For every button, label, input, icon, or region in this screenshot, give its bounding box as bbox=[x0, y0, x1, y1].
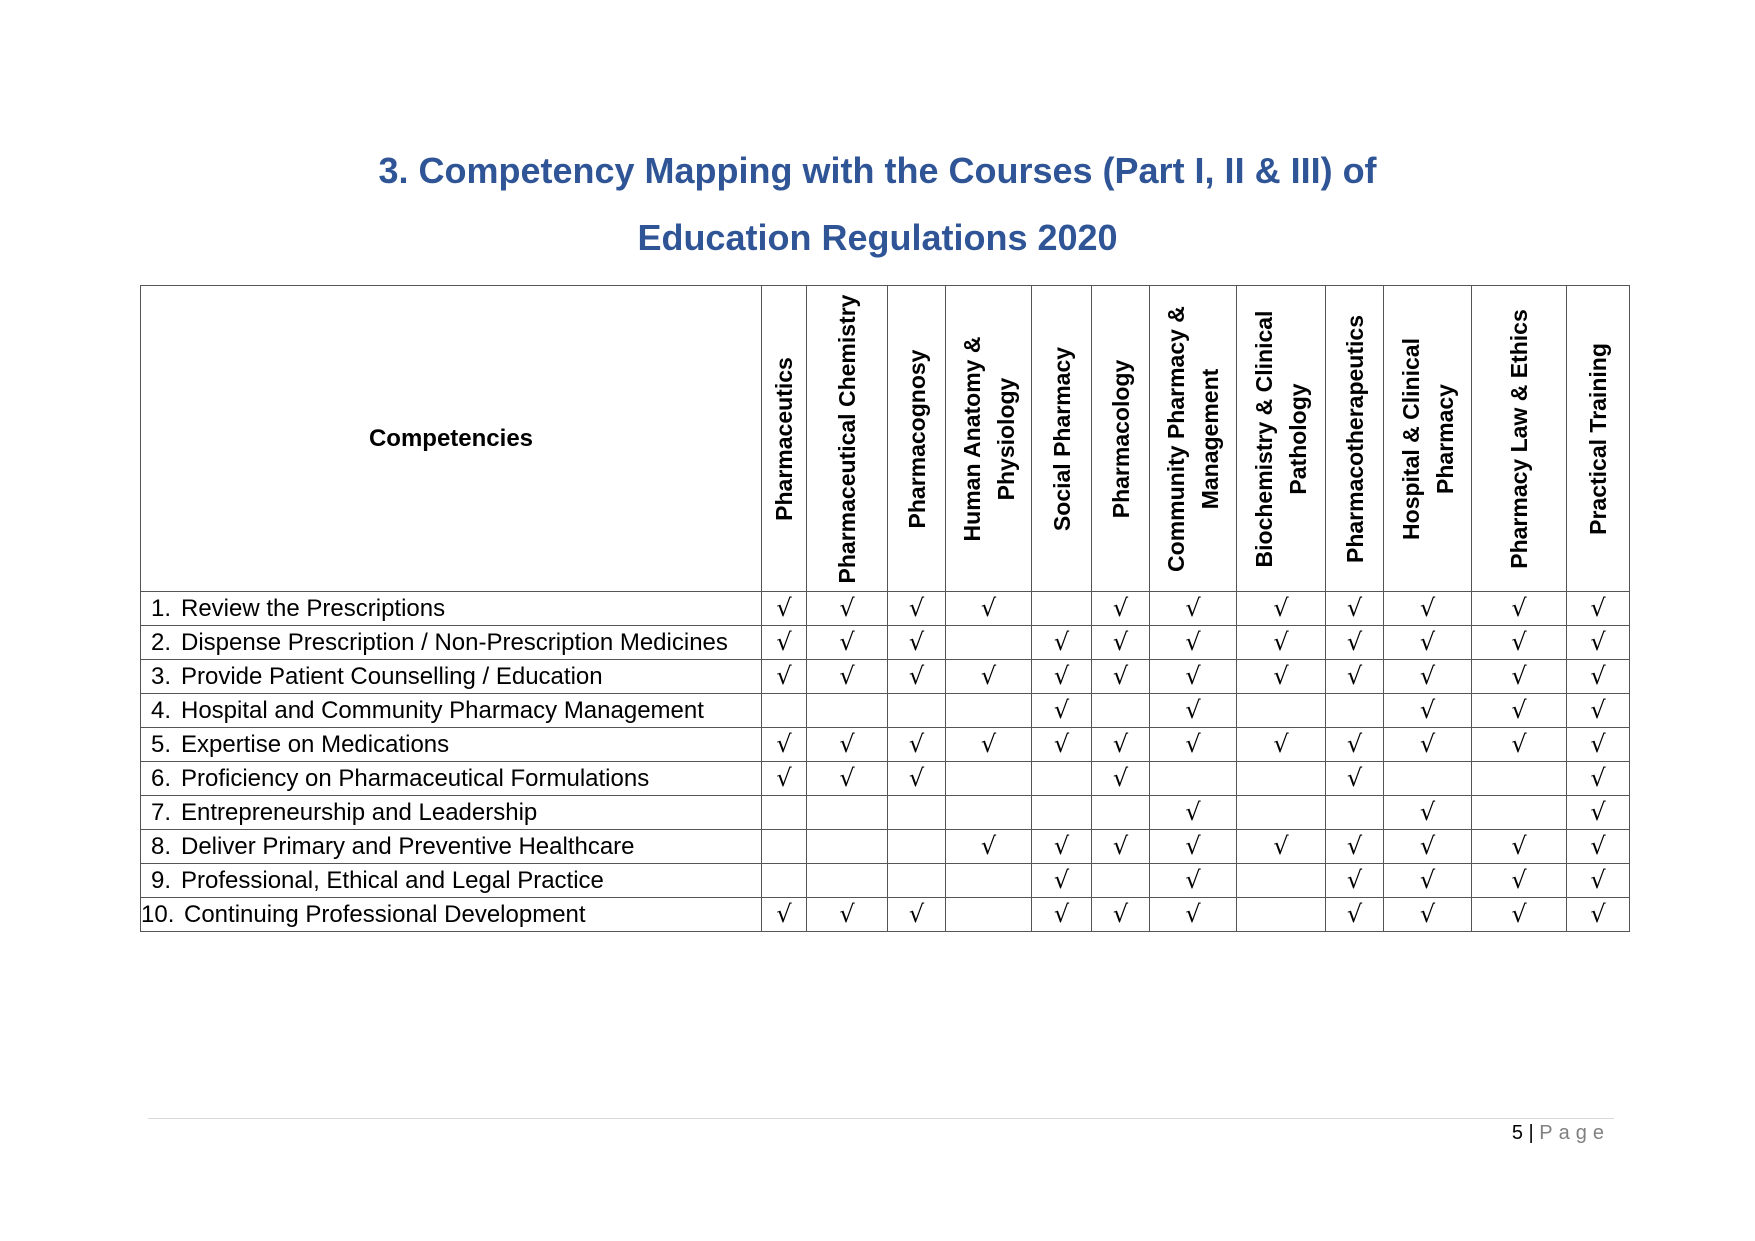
mapping-cell bbox=[1384, 898, 1472, 932]
course-header-label: Pharmacognosy bbox=[903, 349, 930, 528]
check-mark-icon: √ bbox=[839, 730, 855, 758]
check-mark-icon: √ bbox=[776, 594, 792, 622]
check-mark-icon: √ bbox=[1053, 866, 1070, 894]
mapping-cell bbox=[1384, 830, 1472, 864]
check-mark-icon: √ bbox=[776, 900, 792, 928]
check-mark-icon: √ bbox=[1590, 798, 1606, 826]
mapping-cell bbox=[1032, 898, 1092, 932]
competency-mapping-table bbox=[140, 285, 1630, 932]
mapping-cell bbox=[1032, 660, 1092, 694]
mapping-cell bbox=[1150, 592, 1237, 626]
course-header bbox=[1150, 286, 1237, 592]
mapping-cell bbox=[1150, 830, 1237, 864]
mapping-cell bbox=[762, 898, 807, 932]
check-mark-icon: √ bbox=[1419, 900, 1436, 928]
mapping-cell bbox=[1326, 660, 1384, 694]
competency-cell bbox=[141, 694, 762, 728]
mapping-cell bbox=[1237, 592, 1326, 626]
course-header-label: Pharmacy Law & Ethics bbox=[1506, 308, 1532, 569]
check-mark-icon: √ bbox=[908, 628, 925, 656]
mapping-cell bbox=[888, 592, 946, 626]
table-row bbox=[141, 728, 1630, 762]
check-mark-icon: √ bbox=[1346, 730, 1363, 758]
mapping-cell bbox=[1567, 626, 1630, 660]
page-title-line-2: Education Regulations 2020 bbox=[637, 217, 1118, 258]
mapping-cell bbox=[888, 830, 946, 864]
mapping-cell bbox=[807, 796, 888, 830]
competency-cell bbox=[141, 660, 762, 694]
check-mark-icon: √ bbox=[1511, 866, 1527, 894]
mapping-cell bbox=[807, 762, 888, 796]
competency-number: 4. bbox=[150, 697, 171, 724]
mapping-cell bbox=[946, 864, 1032, 898]
mapping-cell bbox=[1150, 762, 1237, 796]
competency-label: Hospital and Community Pharmacy Management bbox=[181, 697, 704, 724]
mapping-cell bbox=[1472, 592, 1567, 626]
mapping-cell bbox=[762, 626, 807, 660]
mapping-cell bbox=[1237, 728, 1326, 762]
course-header bbox=[1237, 286, 1326, 592]
mapping-cell bbox=[762, 796, 807, 830]
check-mark-icon: √ bbox=[1112, 900, 1129, 928]
check-mark-icon: √ bbox=[1185, 866, 1201, 894]
check-mark-icon: √ bbox=[1112, 730, 1129, 758]
check-mark-icon: √ bbox=[1053, 696, 1070, 724]
course-header bbox=[1092, 286, 1150, 592]
mapping-cell bbox=[888, 626, 946, 660]
check-mark-icon: √ bbox=[1590, 662, 1606, 690]
check-mark-icon: √ bbox=[1590, 730, 1606, 758]
mapping-cell bbox=[1092, 660, 1150, 694]
table-row bbox=[141, 660, 1630, 694]
check-mark-icon: √ bbox=[1053, 900, 1070, 928]
course-header-label: Pharmacology bbox=[1107, 359, 1134, 518]
course-header-label: Human Anatomy & Physiology bbox=[958, 336, 1019, 541]
mapping-cell bbox=[1092, 796, 1150, 830]
mapping-cell bbox=[1092, 864, 1150, 898]
check-mark-icon: √ bbox=[1185, 730, 1201, 758]
check-mark-icon: √ bbox=[908, 730, 925, 758]
check-mark-icon: √ bbox=[1112, 662, 1129, 690]
mapping-cell bbox=[1384, 660, 1472, 694]
mapping-cell bbox=[1472, 694, 1567, 728]
check-mark-icon: √ bbox=[1511, 662, 1527, 690]
competency-number: 2. bbox=[150, 629, 171, 656]
course-header-label: Pharmaceutics bbox=[771, 356, 797, 521]
mapping-cell bbox=[1237, 864, 1326, 898]
mapping-cell bbox=[807, 864, 888, 898]
mapping-cell bbox=[888, 728, 946, 762]
table-row bbox=[141, 830, 1630, 864]
mapping-cell bbox=[1092, 898, 1150, 932]
course-header-label: Social Pharmacy bbox=[1048, 346, 1075, 531]
competency-number: 7. bbox=[150, 799, 171, 826]
table-row bbox=[141, 592, 1630, 626]
mapping-cell bbox=[946, 796, 1032, 830]
mapping-cell bbox=[1567, 762, 1630, 796]
check-mark-icon: √ bbox=[908, 662, 925, 690]
check-mark-icon: √ bbox=[839, 662, 855, 690]
check-mark-icon: √ bbox=[1419, 798, 1436, 826]
competency-label: Dispense Prescription / Non-Prescription Medicines bbox=[181, 629, 728, 656]
check-mark-icon: √ bbox=[1419, 696, 1436, 724]
mapping-cell bbox=[946, 694, 1032, 728]
mapping-cell bbox=[1150, 694, 1237, 728]
mapping-cell bbox=[946, 660, 1032, 694]
mapping-cell bbox=[888, 796, 946, 830]
mapping-cell bbox=[1032, 728, 1092, 762]
course-header bbox=[1326, 286, 1384, 592]
competency-cell bbox=[141, 728, 762, 762]
course-header bbox=[762, 286, 807, 592]
check-mark-icon: √ bbox=[1346, 662, 1363, 690]
mapping-cell bbox=[1472, 898, 1567, 932]
mapping-cell bbox=[946, 830, 1032, 864]
mapping-cell bbox=[1472, 830, 1567, 864]
mapping-cell bbox=[1384, 796, 1472, 830]
mapping-cell bbox=[1472, 864, 1567, 898]
competency-label: Review the Prescriptions bbox=[181, 595, 446, 622]
course-header-label: Biochemistry & Clinical Pathology bbox=[1251, 310, 1311, 567]
mapping-cell bbox=[762, 864, 807, 898]
check-mark-icon: √ bbox=[980, 832, 997, 860]
check-mark-icon: √ bbox=[1185, 628, 1201, 656]
mapping-cell bbox=[1384, 626, 1472, 660]
competency-number: 10. bbox=[141, 901, 175, 928]
competency-label: Proficiency on Pharmaceutical Formulations bbox=[181, 765, 650, 792]
course-header-label: Community Pharmacy & Management bbox=[1163, 305, 1223, 572]
check-mark-icon: √ bbox=[1273, 628, 1289, 656]
mapping-cell bbox=[1237, 796, 1326, 830]
mapping-cell bbox=[1567, 592, 1630, 626]
mapping-cell bbox=[1567, 728, 1630, 762]
footer-divider bbox=[148, 1118, 1614, 1119]
check-mark-icon: √ bbox=[1185, 696, 1201, 724]
course-header bbox=[1384, 286, 1472, 592]
mapping-cell bbox=[1326, 864, 1384, 898]
mapping-cell bbox=[946, 626, 1032, 660]
mapping-cell bbox=[1237, 830, 1326, 864]
mapping-cell bbox=[1472, 660, 1567, 694]
mapping-cell bbox=[762, 762, 807, 796]
page-footer bbox=[1512, 1122, 1610, 1145]
mapping-cell bbox=[1472, 762, 1567, 796]
check-mark-icon: √ bbox=[1346, 628, 1363, 656]
competency-cell bbox=[141, 796, 762, 830]
course-header-label: Pharmaceutical Chemistry bbox=[834, 294, 860, 583]
mapping-cell bbox=[1567, 694, 1630, 728]
check-mark-icon: √ bbox=[1511, 628, 1527, 656]
check-mark-icon: √ bbox=[1419, 594, 1436, 622]
course-header bbox=[807, 286, 888, 592]
check-mark-icon: √ bbox=[1590, 696, 1606, 724]
mapping-cell bbox=[1326, 762, 1384, 796]
check-mark-icon: √ bbox=[776, 730, 792, 758]
check-mark-icon: √ bbox=[1273, 662, 1289, 690]
mapping-cell bbox=[1472, 626, 1567, 660]
mapping-cell bbox=[946, 898, 1032, 932]
check-mark-icon: √ bbox=[1273, 730, 1289, 758]
mapping-cell bbox=[946, 762, 1032, 796]
check-mark-icon: √ bbox=[908, 764, 925, 792]
mapping-cell bbox=[1384, 728, 1472, 762]
check-mark-icon: √ bbox=[1185, 832, 1201, 860]
mapping-cell bbox=[1326, 830, 1384, 864]
page-word: Page bbox=[1539, 1122, 1610, 1144]
check-mark-icon: √ bbox=[1112, 764, 1129, 792]
competency-cell bbox=[141, 898, 762, 932]
check-mark-icon: √ bbox=[1053, 832, 1070, 860]
check-mark-icon: √ bbox=[1112, 832, 1129, 860]
mapping-cell bbox=[1326, 592, 1384, 626]
mapping-cell bbox=[1237, 694, 1326, 728]
mapping-cell bbox=[946, 592, 1032, 626]
competency-cell bbox=[141, 592, 762, 626]
mapping-cell bbox=[1150, 728, 1237, 762]
mapping-cell bbox=[1032, 626, 1092, 660]
mapping-cell bbox=[807, 898, 888, 932]
mapping-cell bbox=[1237, 898, 1326, 932]
check-mark-icon: √ bbox=[1273, 832, 1289, 860]
table-body bbox=[141, 592, 1630, 932]
course-header bbox=[888, 286, 946, 592]
check-mark-icon: √ bbox=[839, 594, 855, 622]
competencies-header: Competencies bbox=[141, 286, 762, 592]
table-row bbox=[141, 898, 1630, 932]
mapping-cell bbox=[1472, 728, 1567, 762]
mapping-cell bbox=[946, 728, 1032, 762]
mapping-cell bbox=[888, 660, 946, 694]
table-row bbox=[141, 694, 1630, 728]
mapping-cell bbox=[1092, 728, 1150, 762]
mapping-cell bbox=[1384, 762, 1472, 796]
mapping-cell bbox=[1567, 898, 1630, 932]
mapping-cell bbox=[1150, 660, 1237, 694]
mapping-cell bbox=[888, 898, 946, 932]
page-number: 5 bbox=[1511, 1122, 1523, 1144]
check-mark-icon: √ bbox=[1590, 628, 1606, 656]
course-header-label: Hospital & Clinical Pharmacy bbox=[1397, 337, 1458, 540]
check-mark-icon: √ bbox=[1346, 764, 1363, 792]
mapping-cell bbox=[762, 660, 807, 694]
competency-label: Professional, Ethical and Legal Practice bbox=[181, 867, 604, 894]
competency-label: Entrepreneurship and Leadership bbox=[181, 799, 538, 826]
competency-cell bbox=[141, 830, 762, 864]
mapping-cell bbox=[807, 626, 888, 660]
mapping-cell bbox=[1150, 796, 1237, 830]
check-mark-icon: √ bbox=[1419, 866, 1436, 894]
check-mark-icon: √ bbox=[908, 900, 925, 928]
check-mark-icon: √ bbox=[1419, 730, 1436, 758]
course-header-label: Practical Training bbox=[1585, 342, 1611, 535]
mapping-cell bbox=[888, 694, 946, 728]
check-mark-icon: √ bbox=[776, 764, 792, 792]
competency-number: 6. bbox=[150, 765, 171, 792]
check-mark-icon: √ bbox=[776, 662, 792, 690]
check-mark-icon: √ bbox=[1185, 798, 1201, 826]
check-mark-icon: √ bbox=[776, 628, 792, 656]
competency-number: 3. bbox=[150, 663, 171, 690]
mapping-cell bbox=[762, 728, 807, 762]
competency-label: Continuing Professional Development bbox=[184, 901, 586, 928]
page-title-line-1: 3. Competency Mapping with the Courses (Part I, II & III) of bbox=[378, 150, 1377, 191]
mapping-cell bbox=[1567, 830, 1630, 864]
mapping-cell bbox=[807, 728, 888, 762]
check-mark-icon: √ bbox=[1511, 696, 1527, 724]
check-mark-icon: √ bbox=[1346, 832, 1363, 860]
check-mark-icon: √ bbox=[980, 730, 997, 758]
mapping-cell bbox=[1567, 796, 1630, 830]
check-mark-icon: √ bbox=[1346, 866, 1363, 894]
mapping-cell bbox=[1032, 592, 1092, 626]
mapping-cell bbox=[1032, 830, 1092, 864]
mapping-cell bbox=[1567, 864, 1630, 898]
mapping-cell bbox=[1032, 864, 1092, 898]
course-header bbox=[1472, 286, 1567, 592]
check-mark-icon: √ bbox=[1511, 730, 1527, 758]
check-mark-icon: √ bbox=[839, 628, 855, 656]
check-mark-icon: √ bbox=[1185, 900, 1201, 928]
competency-label: Expertise on Medications bbox=[181, 731, 450, 758]
check-mark-icon: √ bbox=[1419, 662, 1436, 690]
mapping-cell bbox=[1326, 728, 1384, 762]
mapping-cell bbox=[1150, 626, 1237, 660]
mapping-cell bbox=[762, 592, 807, 626]
mapping-cell bbox=[1092, 626, 1150, 660]
competency-label: Provide Patient Counselling / Education bbox=[181, 663, 603, 690]
mapping-cell bbox=[1092, 592, 1150, 626]
mapping-cell bbox=[1092, 694, 1150, 728]
mapping-cell bbox=[1326, 898, 1384, 932]
table-header-row bbox=[141, 286, 1630, 592]
check-mark-icon: √ bbox=[839, 764, 855, 792]
check-mark-icon: √ bbox=[1185, 662, 1201, 690]
competency-number: 8. bbox=[150, 833, 171, 860]
table-row bbox=[141, 864, 1630, 898]
mapping-cell bbox=[762, 830, 807, 864]
mapping-cell bbox=[1092, 762, 1150, 796]
check-mark-icon: √ bbox=[1112, 628, 1129, 656]
check-mark-icon: √ bbox=[1419, 832, 1436, 860]
competency-label: Deliver Primary and Preventive Healthcare bbox=[181, 833, 635, 860]
check-mark-icon: √ bbox=[1346, 900, 1363, 928]
competency-cell bbox=[141, 762, 762, 796]
check-mark-icon: √ bbox=[1511, 832, 1527, 860]
mapping-cell bbox=[1384, 694, 1472, 728]
competency-number: 1. bbox=[150, 595, 171, 622]
mapping-cell bbox=[1384, 592, 1472, 626]
mapping-cell bbox=[807, 592, 888, 626]
check-mark-icon: √ bbox=[908, 594, 925, 622]
check-mark-icon: √ bbox=[1419, 628, 1436, 656]
check-mark-icon: √ bbox=[839, 900, 855, 928]
mapping-cell bbox=[1032, 694, 1092, 728]
course-header bbox=[1567, 286, 1630, 592]
mapping-cell bbox=[1237, 660, 1326, 694]
mapping-cell bbox=[1472, 796, 1567, 830]
check-mark-icon: √ bbox=[1590, 866, 1606, 894]
competency-cell bbox=[141, 864, 762, 898]
mapping-cell bbox=[1326, 694, 1384, 728]
mapping-cell bbox=[1150, 898, 1237, 932]
course-header bbox=[946, 286, 1032, 592]
table-row bbox=[141, 762, 1630, 796]
course-header-label: Pharmacotherapeutics bbox=[1341, 314, 1368, 563]
mapping-cell bbox=[762, 694, 807, 728]
mapping-cell bbox=[807, 830, 888, 864]
mapping-cell bbox=[1326, 796, 1384, 830]
mapping-cell bbox=[888, 864, 946, 898]
competency-number: 9. bbox=[150, 867, 171, 894]
page-separator: | bbox=[1528, 1122, 1534, 1144]
check-mark-icon: √ bbox=[1511, 900, 1527, 928]
mapping-cell bbox=[1326, 626, 1384, 660]
check-mark-icon: √ bbox=[1273, 594, 1289, 622]
course-header bbox=[1032, 286, 1092, 592]
mapping-cell bbox=[807, 660, 888, 694]
check-mark-icon: √ bbox=[1053, 730, 1070, 758]
check-mark-icon: √ bbox=[1346, 594, 1363, 622]
mapping-cell bbox=[1150, 864, 1237, 898]
check-mark-icon: √ bbox=[1053, 628, 1070, 656]
competency-cell bbox=[141, 626, 762, 660]
mapping-cell bbox=[1237, 762, 1326, 796]
check-mark-icon: √ bbox=[1590, 832, 1606, 860]
check-mark-icon: √ bbox=[980, 594, 997, 622]
competency-number: 5. bbox=[150, 731, 171, 758]
mapping-cell bbox=[1237, 626, 1326, 660]
check-mark-icon: √ bbox=[1590, 594, 1606, 622]
mapping-cell bbox=[888, 762, 946, 796]
mapping-cell bbox=[1384, 864, 1472, 898]
check-mark-icon: √ bbox=[1590, 764, 1606, 792]
check-mark-icon: √ bbox=[1590, 900, 1606, 928]
check-mark-icon: √ bbox=[1185, 594, 1201, 622]
check-mark-icon: √ bbox=[1112, 594, 1129, 622]
check-mark-icon: √ bbox=[980, 662, 997, 690]
mapping-cell bbox=[1567, 660, 1630, 694]
mapping-cell bbox=[1032, 796, 1092, 830]
table-row bbox=[141, 796, 1630, 830]
mapping-cell bbox=[807, 694, 888, 728]
table-row bbox=[141, 626, 1630, 660]
check-mark-icon: √ bbox=[1053, 662, 1070, 690]
mapping-cell bbox=[1092, 830, 1150, 864]
check-mark-icon: √ bbox=[1511, 594, 1527, 622]
mapping-cell bbox=[1032, 762, 1092, 796]
